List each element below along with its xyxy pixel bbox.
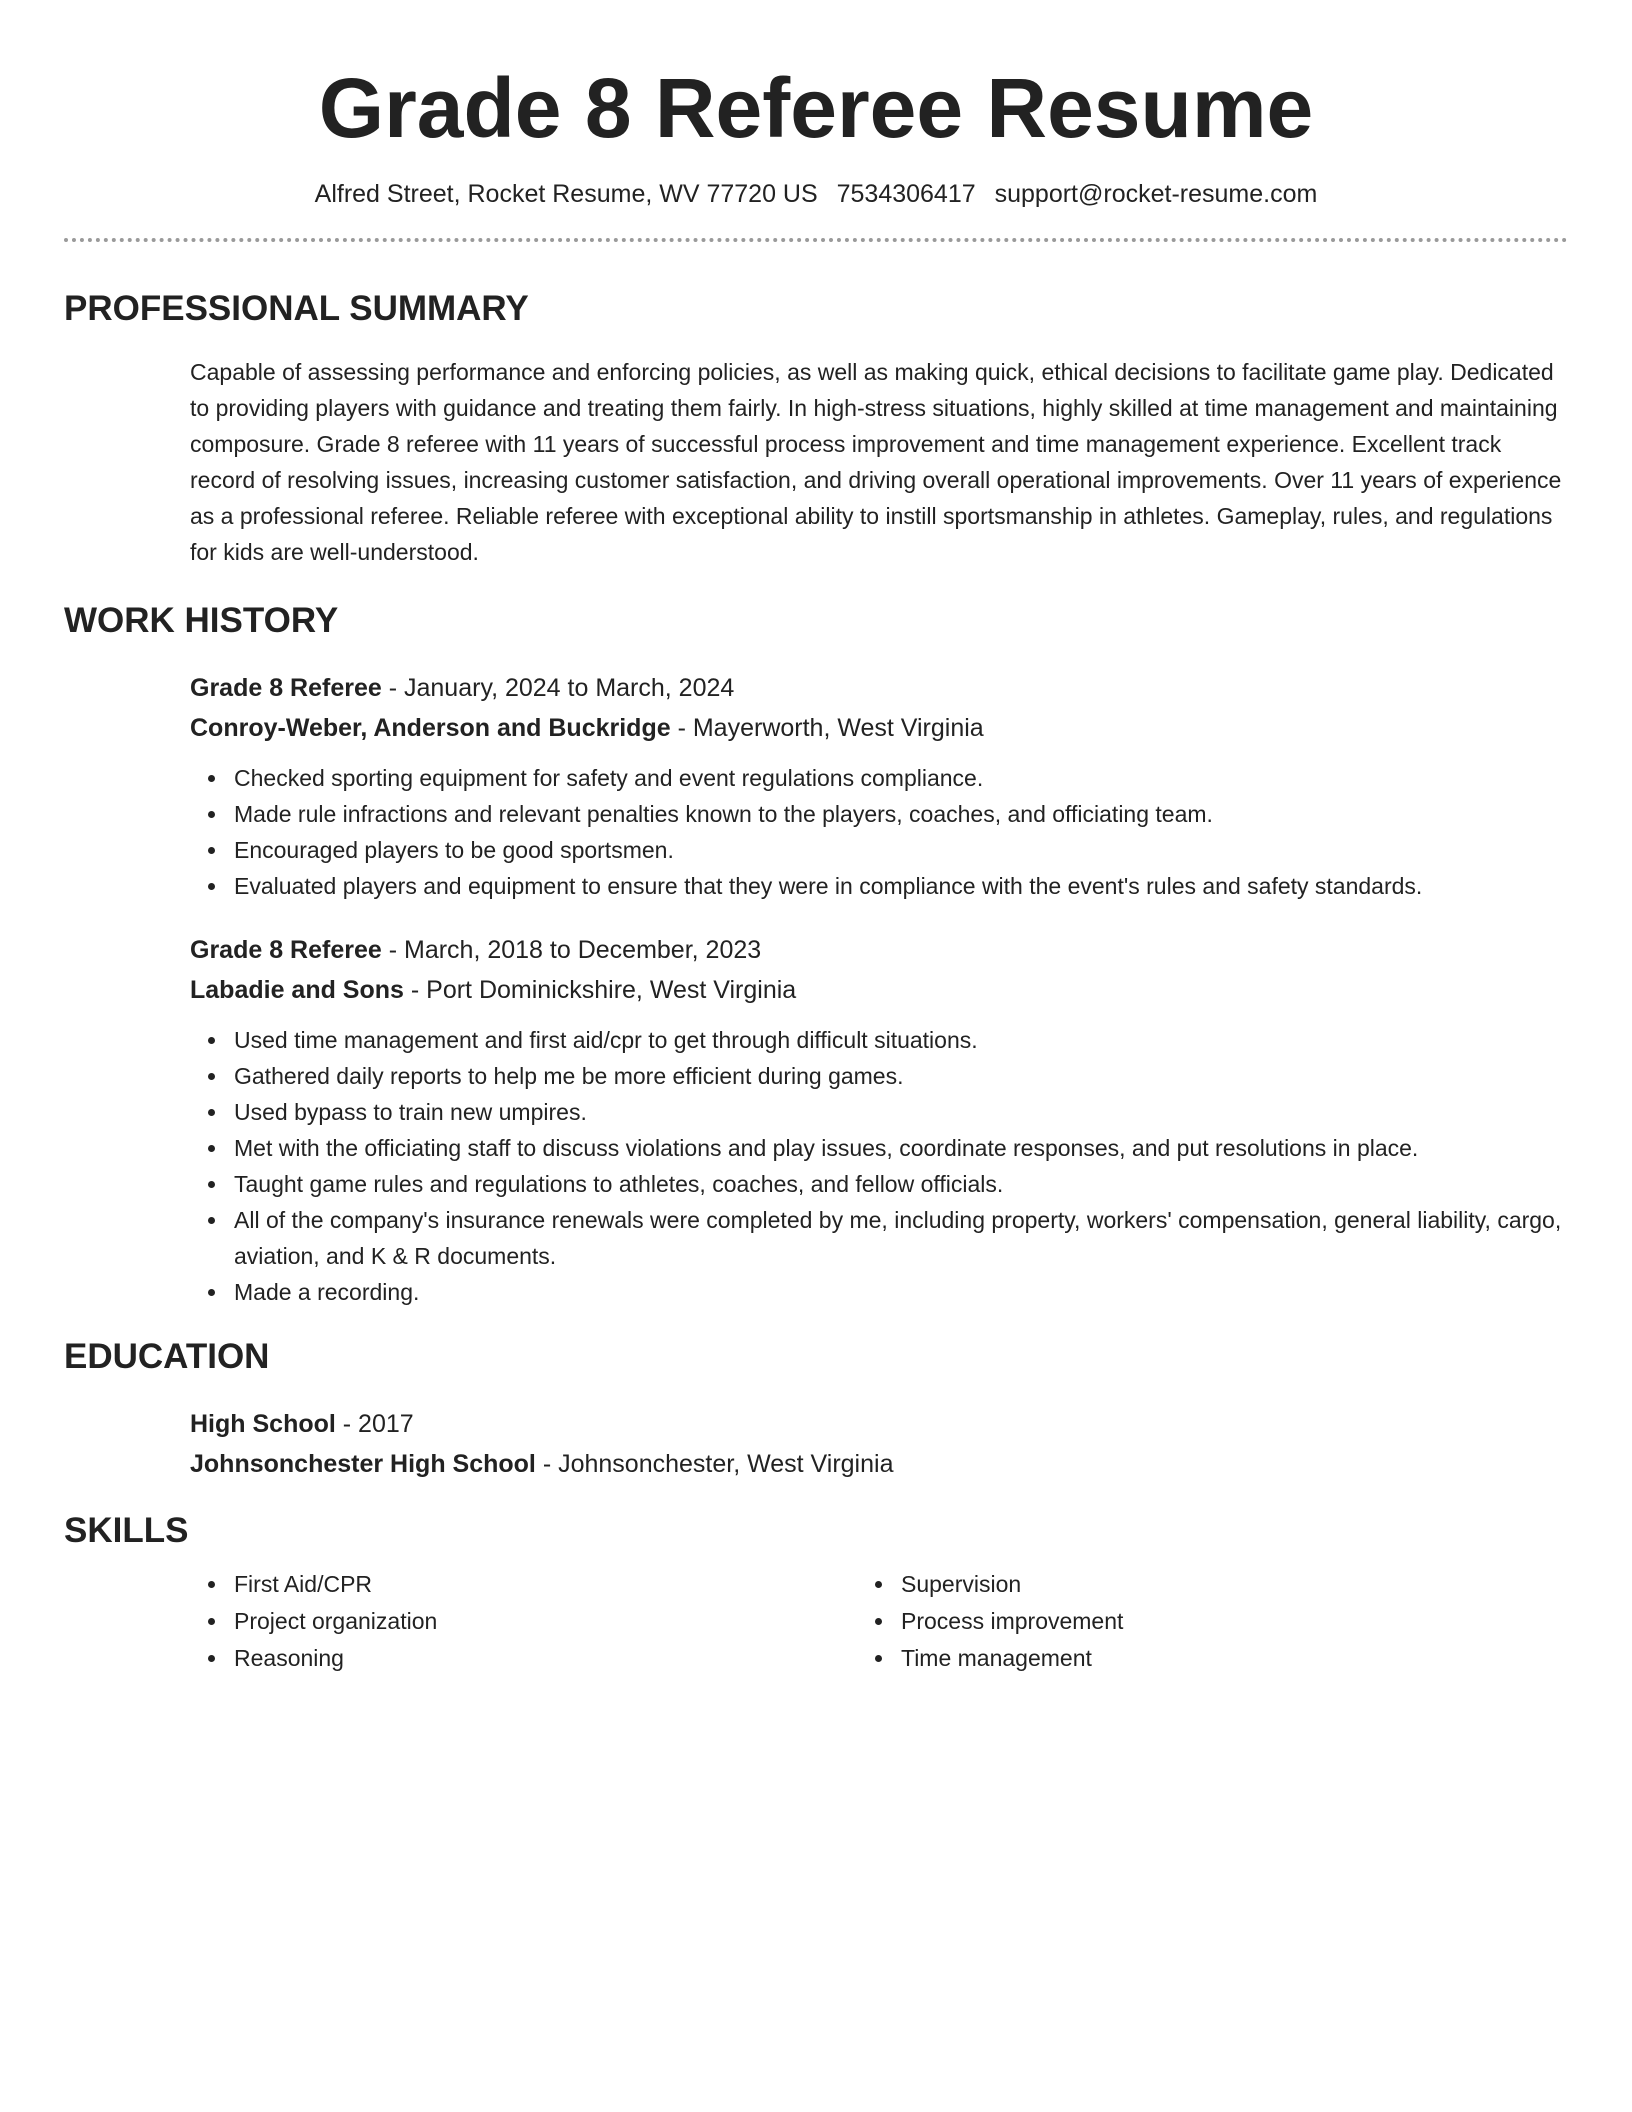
skills-column-left xyxy=(234,1566,901,1677)
contact-phone: 7534306417 xyxy=(836,179,976,208)
education-degree: High School xyxy=(190,1409,336,1438)
skill-item: Reasoning xyxy=(234,1640,901,1677)
job-bullet: Gathered daily reports to help me be more efficient during games. xyxy=(234,1058,1568,1094)
education-year: - 2017 xyxy=(335,1409,414,1438)
job-entry xyxy=(190,930,1568,1310)
skills-heading: SKILLS xyxy=(64,1510,189,1550)
job-entry xyxy=(190,668,1568,904)
education-location: - Johnsonchester, West Virginia xyxy=(535,1449,894,1478)
contact-line xyxy=(64,177,1568,212)
job-dates: - January, 2024 to March, 2024 xyxy=(381,673,735,702)
education-degree-line xyxy=(190,1404,1568,1444)
education-school: Johnsonchester High School xyxy=(190,1449,536,1478)
contact-address: Alfred Street, Rocket Resume, WV 77720 US xyxy=(314,179,818,208)
job-company: Conroy-Weber, Anderson and Buckridge xyxy=(190,713,671,742)
job-location: - Mayerworth, West Virginia xyxy=(670,713,984,742)
summary-heading: PROFESSIONAL SUMMARY xyxy=(64,288,529,328)
work-history-heading: WORK HISTORY xyxy=(64,600,339,640)
job-bullet: Made a recording. xyxy=(234,1274,1568,1310)
job-dates: - March, 2018 to December, 2023 xyxy=(381,935,762,964)
job-bullet: Taught game rules and regulations to athletes, coaches, and fellow officials. xyxy=(234,1166,1568,1202)
job-bullets xyxy=(234,760,1568,904)
job-bullet: Evaluated players and equipment to ensure that they were in compliance with the event's rules and safety standards. xyxy=(234,868,1568,904)
job-title-line xyxy=(190,668,1568,708)
job-bullets xyxy=(234,1022,1568,1310)
skill-item: Project organization xyxy=(234,1603,901,1640)
job-role: Grade 8 Referee xyxy=(190,673,382,702)
skill-item: Time management xyxy=(901,1640,1568,1677)
job-location: - Port Dominickshire, West Virginia xyxy=(403,975,797,1004)
job-company: Labadie and Sons xyxy=(190,975,404,1004)
contact-email: support@rocket-resume.com xyxy=(994,179,1318,208)
resume-title: Grade 8 Referee Resume xyxy=(318,61,1314,155)
job-bullet: All of the company's insurance renewals were completed by me, including property, workers' compensation, general liability, cargo, aviation, and K & R documents. xyxy=(234,1202,1568,1274)
job-bullet: Used bypass to train new umpires. xyxy=(234,1094,1568,1130)
job-role: Grade 8 Referee xyxy=(190,935,382,964)
skills-list xyxy=(234,1566,1568,1677)
job-bullet: Used time management and first aid/cpr to get through difficult situations. xyxy=(234,1022,1568,1058)
education-entry xyxy=(190,1404,1568,1484)
resume-page xyxy=(64,0,1568,1677)
education-school-line xyxy=(190,1444,1568,1484)
skill-item: Process improvement xyxy=(901,1603,1568,1640)
job-bullet: Encouraged players to be good sportsmen. xyxy=(234,832,1568,868)
summary-text: Capable of assessing performance and enforcing policies, as well as making quick, ethical decisions to facilitate game play. Dedicated to providing players with guidance and treating them fairly. In high-stress situations, highly skilled at time management and maintaining composure. Grade 8 referee with 11 years of successful process improvement and time management experience. Excellent track record of resolving issues, increasing customer satisfaction, and driving overall operational improvements. Over 11 years of experience as a professional referee. Reliable referee with exceptional ability to instill sportsmanship in athletes. Gameplay, rules, and regulations for kids are well-understood. xyxy=(190,358,1562,565)
job-bullet: Met with the officiating staff to discuss violations and play issues, coordinate responses, and put resolutions in place. xyxy=(234,1130,1568,1166)
education-heading: EDUCATION xyxy=(64,1336,270,1376)
skill-item: Supervision xyxy=(901,1566,1568,1603)
skills-column-right xyxy=(901,1566,1568,1677)
job-bullet: Made rule infractions and relevant penalties known to the players, coaches, and officiating team. xyxy=(234,796,1568,832)
header-divider xyxy=(64,238,1568,242)
job-company-line xyxy=(190,970,1568,1010)
job-bullet: Checked sporting equipment for safety and event regulations compliance. xyxy=(234,760,1568,796)
job-title-line xyxy=(190,930,1568,970)
job-company-line xyxy=(190,708,1568,748)
skill-item: First Aid/CPR xyxy=(234,1566,901,1603)
